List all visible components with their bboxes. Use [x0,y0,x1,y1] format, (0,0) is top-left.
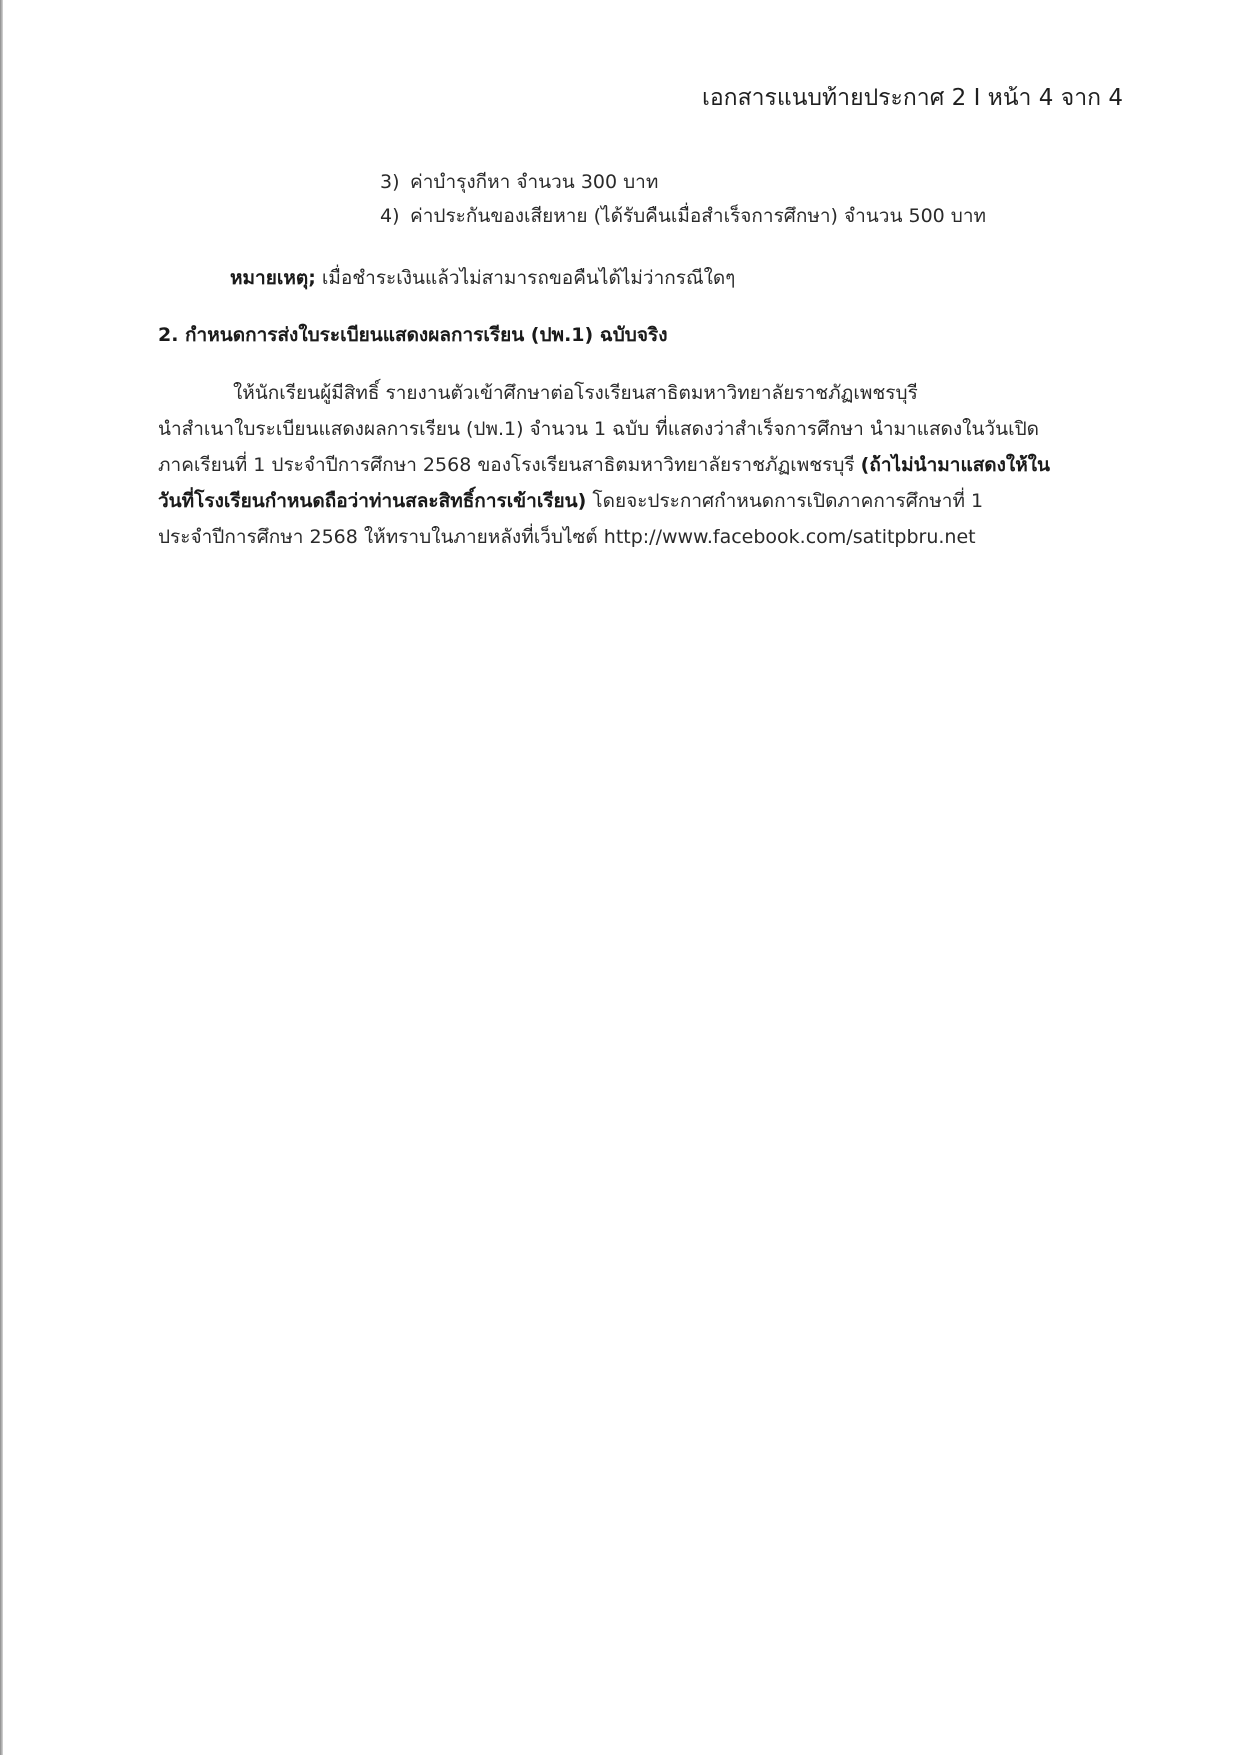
body-line: ให้นักเรียนผู้มีสิทธิ์ รายงานตัวเข้าศึกษาต่อโรงเรียนสาธิตมหาวิทยาลัยราชภัฏเพชรบุรี [233,382,918,404]
refund-note [230,263,735,293]
body-line [158,447,1098,483]
body-text-bold: (ถ้าไม่นำมาแสดงให้ใน [860,454,1050,476]
fee-item [380,165,986,199]
fee-item-number: 4) [380,205,400,227]
section-body [158,375,1098,555]
body-text: ภาคเรียนที่ 1 ประจำปีการศึกษา 2568 ของโรงเรียนสาธิตมหาวิทยาลัยราชภัฏเพชรบุรี [158,454,861,476]
fee-list [380,165,986,233]
body-line [158,483,1098,519]
body-text-bold: วันที่โรงเรียนกำหนดถือว่าท่านสละสิทธิ์การเข้าเรียน) [158,490,587,512]
body-line: ประจำปีการศึกษา 2568 ให้ทราบในภายหลังที่เว็บไซต์ http://www.facebook.com/satitpbru.net [158,526,976,548]
body-text: โดยจะประกาศกำหนดการเปิดภาคการศึกษาที่ 1 [586,490,984,512]
note-text: เมื่อชำระเงินแล้วไม่สามารถขอคืนได้ไม่ว่ากรณีใดๆ [315,267,736,289]
fee-item-text: ค่าประกันของเสียหาย (ได้รับคืนเมื่อสำเร็จการศึกษา) จำนวน 500 บาท [410,205,987,227]
fee-item [380,199,986,233]
fee-item-number: 3) [380,171,400,193]
section-heading: 2. กำหนดการส่งใบระเบียนแสดงผลการเรียน (ปพ.1) ฉบับจริง [158,324,668,346]
fee-item-text: ค่าบำรุงกีหา จำนวน 300 บาท [410,171,659,193]
body-line: นำสำเนาใบระเบียนแสดงผลการเรียน (ปพ.1) จำนวน 1 ฉบับ ที่แสดงว่าสำเร็จการศึกษา นำมาแสดงในวันเปิด [158,418,1039,440]
note-label: หมายเหตุ; [230,267,316,289]
document-reference: เอกสารแนบท้ายประกาศ 2 I หน้า 4 จาก 4 [701,85,1123,111]
scan-edge [0,0,3,1755]
